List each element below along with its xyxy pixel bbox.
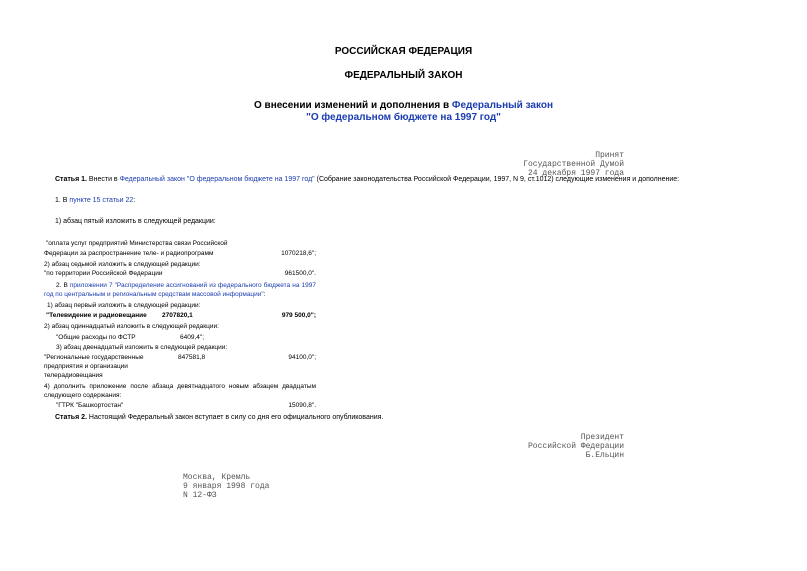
tv-row-name: "Телевидение и радиовещание xyxy=(46,312,147,319)
title-prefix: О внесении изменений и дополнения в xyxy=(253,100,452,111)
reg-row-value-2: 94100,0"; xyxy=(288,354,316,361)
place-line-2: 9 января 1998 года xyxy=(183,482,270,491)
place-line-3: N 12-ФЗ xyxy=(183,491,217,500)
item-1-prefix: 1. В xyxy=(55,197,70,204)
quote-2-value: 961500,0". xyxy=(284,270,316,277)
sub-item-2: 2) абзац седьмой изложить в следующей редакции: xyxy=(44,261,201,268)
fstr-row-name: "Общие расходы по ФСТР xyxy=(56,334,136,341)
item-1-link[interactable]: пункте 15 статьи 22 xyxy=(69,197,134,204)
quote-1-line-2: Федерации за распространение теле- и радиопрограмм xyxy=(44,250,214,257)
article-2-text: Настоящий Федеральный закон вступает в силу со дня его официального опубликования. xyxy=(86,414,384,421)
reg-row-line-2: предприятия и организации xyxy=(44,363,128,370)
tv-row-value-2: 979 500,0"; xyxy=(281,312,316,319)
fstr-row-value: 6409,4"; xyxy=(180,334,204,341)
article-1 xyxy=(55,176,679,183)
document-title xyxy=(0,100,807,111)
sub-item-6: 4) дополнить приложение после абзаца девятнадцатого новым абзацем двадцатым следующего содержания: xyxy=(44,383,316,399)
sub-item-5: 3) абзац двенадцатый изложить в следующей редакции: xyxy=(56,344,228,351)
reg-row-line-3: телерадиовещания xyxy=(44,372,103,379)
bash-row-value: 15090,8". xyxy=(288,402,316,409)
item-2-suffix: : xyxy=(263,291,266,298)
quote-1-value: 1070218,6"; xyxy=(281,250,316,257)
law-link[interactable]: Федеральный закон xyxy=(451,100,554,111)
article-2 xyxy=(55,414,383,421)
reg-row-line-1: "Региональные государственные xyxy=(44,354,144,361)
article-2-label: Статья 2. xyxy=(55,414,87,421)
tv-row-value-1: 2707820,1 xyxy=(162,312,193,319)
adopted-line-1: Принят xyxy=(595,151,624,160)
article-1-text-b: (Собрание законодательства Российской Федерации, 1997, N 9, ст.1012) следующие изменения и дополнение: xyxy=(314,176,680,183)
article-1-label: Статья 1. xyxy=(55,176,87,183)
item-1-suffix: : xyxy=(133,197,136,204)
article-1-text-a: Внести в xyxy=(86,176,120,183)
signature-line-1: Президент xyxy=(580,433,624,442)
bash-row-name: "ГТРК "Башкортостан" xyxy=(56,402,124,409)
place-line-1: Москва, Кремль xyxy=(183,473,251,482)
article-1-law-link[interactable]: Федеральный закон "О федеральном бюджете на 1997 год" xyxy=(119,176,315,183)
country-heading: РОССИЙСКАЯ ФЕДЕРАЦИЯ xyxy=(334,46,473,57)
item-2-link[interactable]: приложении 7 "Распределение ассигнований из федерального бюджета на 1997 год по центральным и региональным средствам массовой информации" xyxy=(44,282,316,298)
item-2-prefix: 2. В xyxy=(56,282,70,289)
item-2 xyxy=(44,281,316,299)
doc-type-heading: ФЕДЕРАЛЬНЫЙ ЗАКОН xyxy=(344,70,463,81)
signature-line-3: Б.Ельцин xyxy=(585,451,624,460)
adopted-line-3: 24 декабря 1997 года xyxy=(527,169,624,178)
reg-row-value-1: 847581,8 xyxy=(178,354,206,361)
sub-item-4: 2) абзац одиннадцатый изложить в следующей редакции: xyxy=(44,323,219,330)
adopted-line-2: Государственной Думой xyxy=(523,160,624,169)
sub-item-1: 1) абзац пятый изложить в следующей редакции: xyxy=(55,218,216,225)
sub-item-3: 1) абзац первый изложить в следующей редакции: xyxy=(47,302,201,309)
item-1 xyxy=(55,197,135,204)
signature-line-2: Российской Федерации xyxy=(527,442,624,451)
quote-2-text: "по территории Российской Федерации xyxy=(44,270,163,277)
quote-1-line-1: "оплата услуг предприятий Министерства связи Российской xyxy=(46,240,228,247)
law-title-link[interactable]: "О федеральном бюджете на 1997 год" xyxy=(306,112,501,123)
